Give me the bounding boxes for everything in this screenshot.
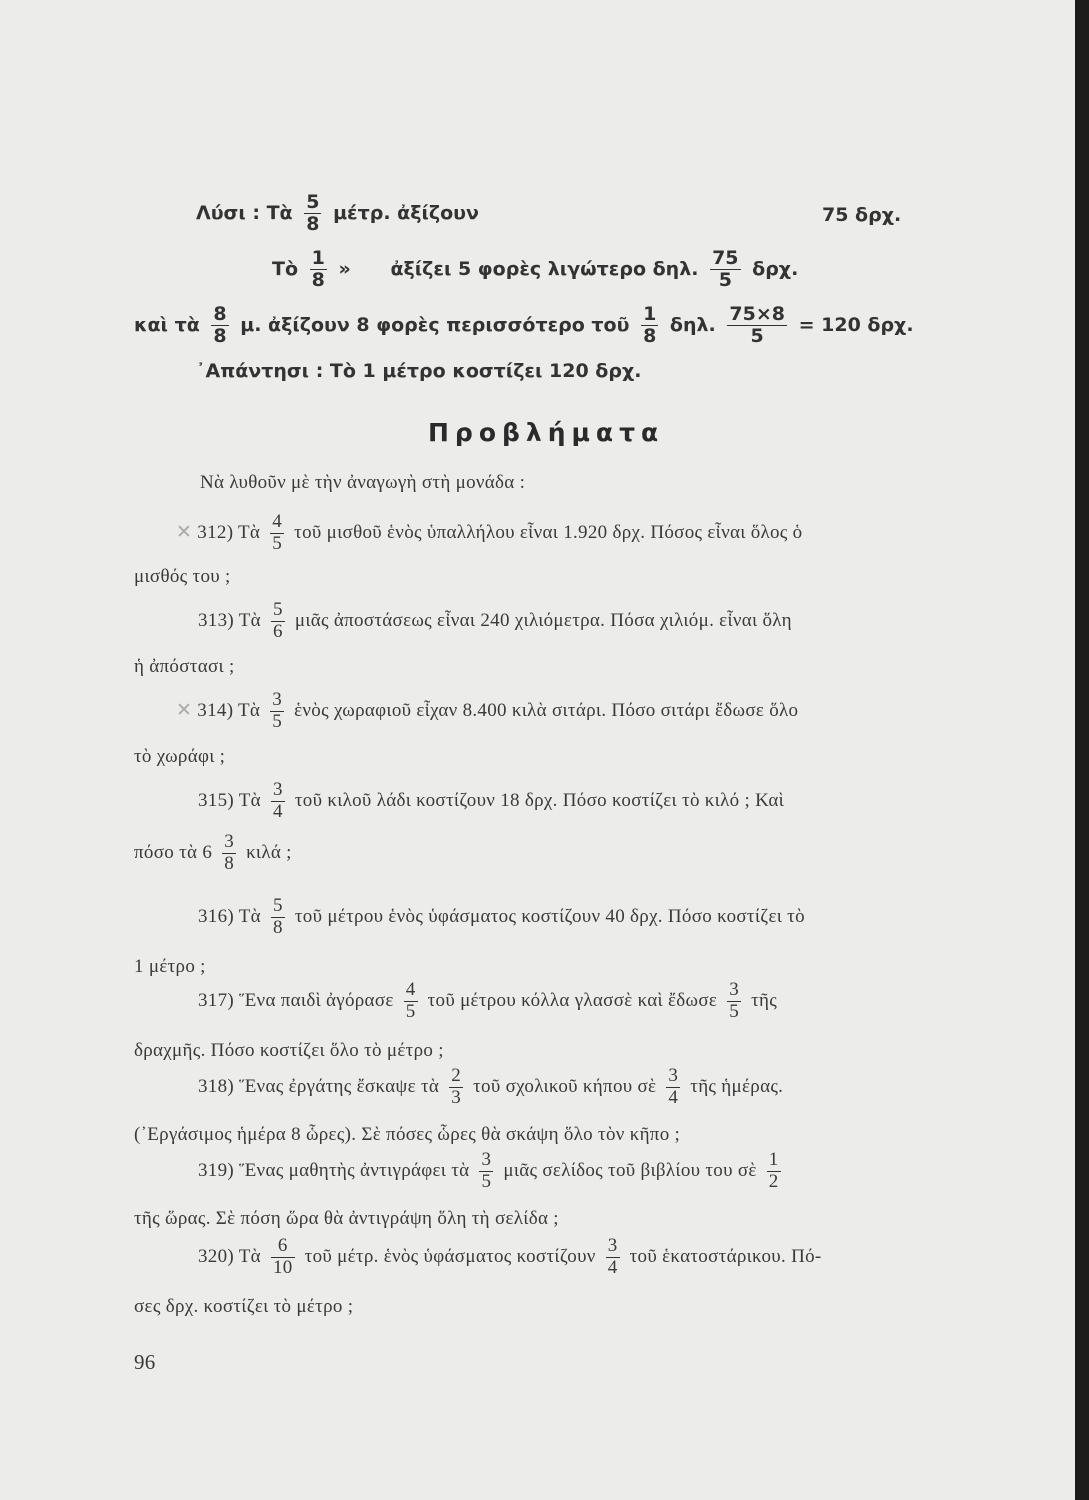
fraction: $\frac{1}{8}$ <box>311 247 325 291</box>
problem-317-cont: δραχμῆς. Πόσο κοστίζει ὅλο τὸ μέτρο ; <box>134 1040 444 1061</box>
problem-312: ✕ 312) Τὰ $\frac{4}{5}$ τοῦ μισθοῦ ἑνὸς ὑπαλλήλου εἶναι 1.920 δρχ. Πόσος εἶναι ὅλος ὁ <box>176 511 803 554</box>
fraction: $\frac{4}{5}$ <box>405 979 416 1022</box>
problem-313-cont: ἡ ἀπόστασι ; <box>134 656 235 677</box>
fraction: $\frac{6}{10}$ <box>272 1235 293 1278</box>
solution-line-1-amount: 75 δρχ. <box>822 204 902 226</box>
problem-319-cont: τῆς ὥρας. Σὲ πόση ὥρα θὰ ἀντιγράψη ὅλη τὴ σελίδα ; <box>134 1208 559 1229</box>
page-edge-shadow <box>1075 0 1089 1500</box>
fraction: $\frac{1}{2}$ <box>768 1149 779 1192</box>
fraction: $\frac{2}{3}$ <box>451 1065 462 1108</box>
fraction: $\frac{3}{8}$ <box>224 831 234 874</box>
problem-315: 315) Τὰ $\frac{3}{4}$ τοῦ κιλοῦ λάδι κοστίζουν 18 δρχ. Πόσο κοστίζει τὸ κιλό ; Καὶ <box>198 779 785 822</box>
fraction: $\frac{3}{4}$ <box>668 1065 679 1108</box>
fraction: $\frac{5}{8}$ <box>272 895 283 938</box>
problem-320: 320) Τὰ $\frac{6}{10}$ τοῦ μέτρ. ἑνὸς ὑφάσματος κοστίζουν $\frac{3}{4}$ τοῦ ἑκατοστάρικου. Πό- <box>198 1235 822 1278</box>
fraction: $\frac{8}{8}$ <box>213 303 227 347</box>
fraction: $\frac{3}{5}$ <box>729 979 740 1022</box>
problem-316: 316) Τὰ $\frac{5}{8}$ τοῦ μέτρου ἑνὸς ὑφάσματος κοστίζουν 40 δρχ. Πόσο κοστίζει τὸ <box>198 895 805 938</box>
section-heading: Προβλήματα <box>428 418 665 447</box>
fraction: $\frac{5}{8}$ <box>306 191 320 235</box>
problem-313: 313) Τὰ $\frac{5}{6}$ μιᾶς ἀποστάσεως εἶναι 240 χιλιόμετρα. Πόσα χιλιόμ. εἶναι ὅλη <box>198 599 792 642</box>
problem-318: 318) Ἕνας ἐργάτης ἔσκαψε τὰ $\frac{2}{3}$ τοῦ σχολικοῦ κήπου σὲ $\frac{3}{4}$ τῆς ἡμέρας. <box>198 1065 784 1108</box>
problem-316-cont: 1 μέτρο ; <box>134 956 206 977</box>
fraction: $\frac{1}{8}$ <box>643 303 657 347</box>
problem-314: ✕ 314) Τὰ $\frac{3}{5}$ ἑνὸς χωραφιοῦ εἶχαν 8.400 κιλὰ σιτάρι. Πόσο σιτάρι ἔδωσε ὅλο <box>176 689 799 732</box>
problem-315-cont: πόσο τὰ 6 $\frac{3}{8}$ κιλά ; <box>134 831 292 874</box>
solution-line-3: καὶ τὰ $\frac{8}{8}$ μ. ἀξίζουν 8 φορὲς περισσότερο τοῦ $\frac{1}{8}$ δηλ. $\frac{75\times 8}{5}$ = 120 δρχ. <box>134 303 914 347</box>
fraction: $\frac{3}{5}$ <box>272 689 283 732</box>
fraction: $\frac{4}{5}$ <box>272 511 283 554</box>
fraction: $\frac{5}{6}$ <box>272 599 283 642</box>
problem-312-cont: μισθός του ; <box>134 566 231 587</box>
solution-line-1: Λύσι : Τὰ $\frac{5}{8}$ μέτρ. ἀξίζουν <box>196 191 479 235</box>
fraction: $\frac{75\times 8}{5}$ <box>729 303 785 347</box>
fraction: $\frac{3}{5}$ <box>481 1149 492 1192</box>
check-mark-icon: ✕ <box>176 698 193 721</box>
fraction: $\frac{75}{5}$ <box>712 247 739 291</box>
problem-318-cont: (᾿Εργάσιμος ἡμέρα 8 ὧρες). Σὲ πόσες ὧρες θὰ σκάψη ὅλο τὸν κῆπο ; <box>134 1124 681 1145</box>
instruction-text: Νὰ λυθοῦν μὲ τὴν ἀναγωγὴ στὴ μονάδα : <box>200 472 526 493</box>
fraction: $\frac{3}{4}$ <box>607 1235 618 1278</box>
page-number: 96 <box>134 1350 156 1374</box>
solution-line-2: Τὸ $\frac{1}{8}$ » ἀξίζει 5 φορὲς λιγώτερο δηλ. $\frac{75}{5}$ δρχ. <box>272 247 799 291</box>
problem-317: 317) Ἕνα παιδὶ ἀγόρασε $\frac{4}{5}$ τοῦ μέτρου κόλλα γλασσὲ καὶ ἔδωσε $\frac{3}{5}$ τῆς <box>198 979 778 1022</box>
problem-319: 319) Ἕνας μαθητὴς ἀντιγράφει τὰ $\frac{3}{5}$ μιᾶς σελίδος τοῦ βιβλίου του σὲ $\frac{1}{2}$ <box>198 1149 779 1192</box>
check-mark-icon: ✕ <box>176 520 193 543</box>
problem-314-cont: τὸ χωράφι ; <box>134 746 226 767</box>
fraction: $\frac{3}{4}$ <box>272 779 283 822</box>
problem-320-cont: σες δρχ. κοστίζει τὸ μέτρο ; <box>134 1296 354 1317</box>
solution-answer: ᾿Απάντησι : Τὸ 1 μέτρο κοστίζει 120 δρχ. <box>196 360 642 382</box>
